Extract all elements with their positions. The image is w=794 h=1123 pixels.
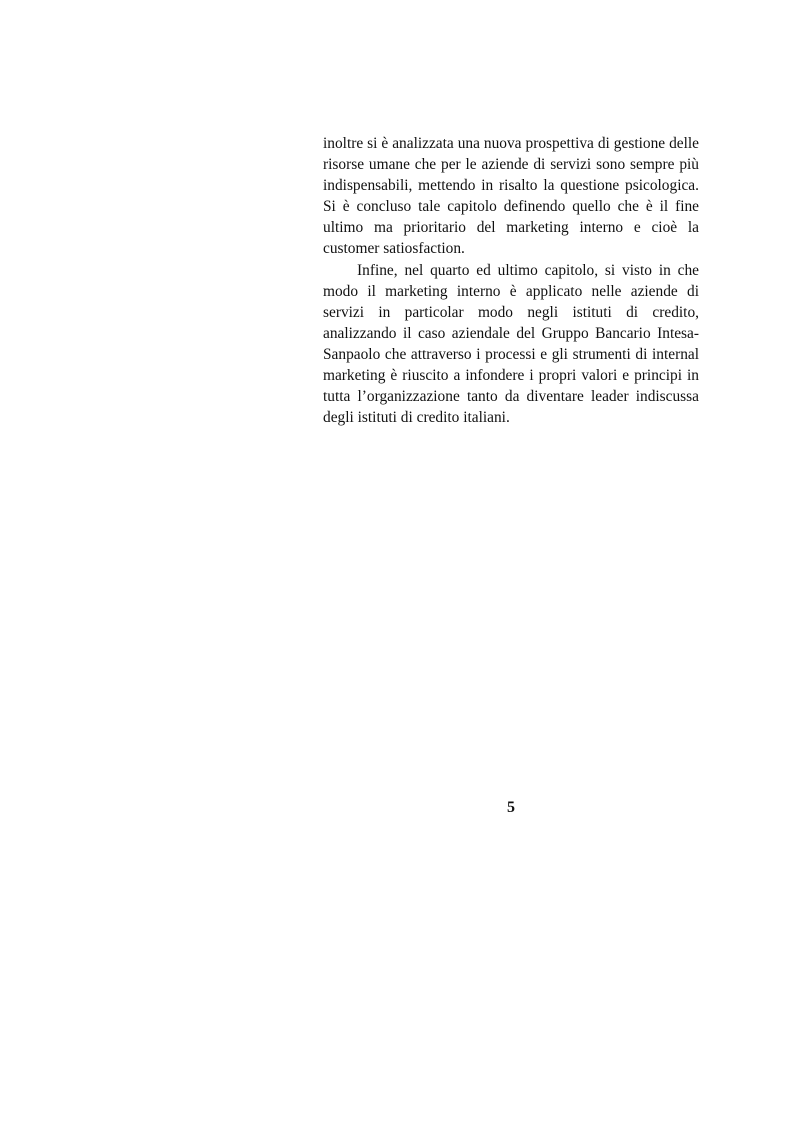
paragraph-continuation: inoltre si è analizzata una nuova prospettiva di gestione delle risorse umane che per le aziende di servizi sono sempre più indispensabili, mettendo in risalto la questione psicologica. Si è concluso tale capitolo definendo quello che è il fine ultimo ma prioritario del marketing interno e cioè la customer satiosfaction. bbox=[323, 135, 699, 258]
page-number: 5 bbox=[507, 799, 515, 816]
body-text bbox=[323, 133, 699, 428]
paragraph-final-chapter-summary: Infine, nel quarto ed ultimo capitolo, si visto in che modo il marketing interno è applicato nelle aziende di servizi in particolar modo negli istituti di credito, analizzando il caso aziendale del Gruppo Bancario Intesa-Sanpaolo che attraverso i processi e gli strumenti di internal marketing è riuscito a infondere i propri valori e principi in tutta l’organizzazione tanto da diventare leader indiscussa degli istituti di credito italiani. bbox=[323, 261, 699, 427]
